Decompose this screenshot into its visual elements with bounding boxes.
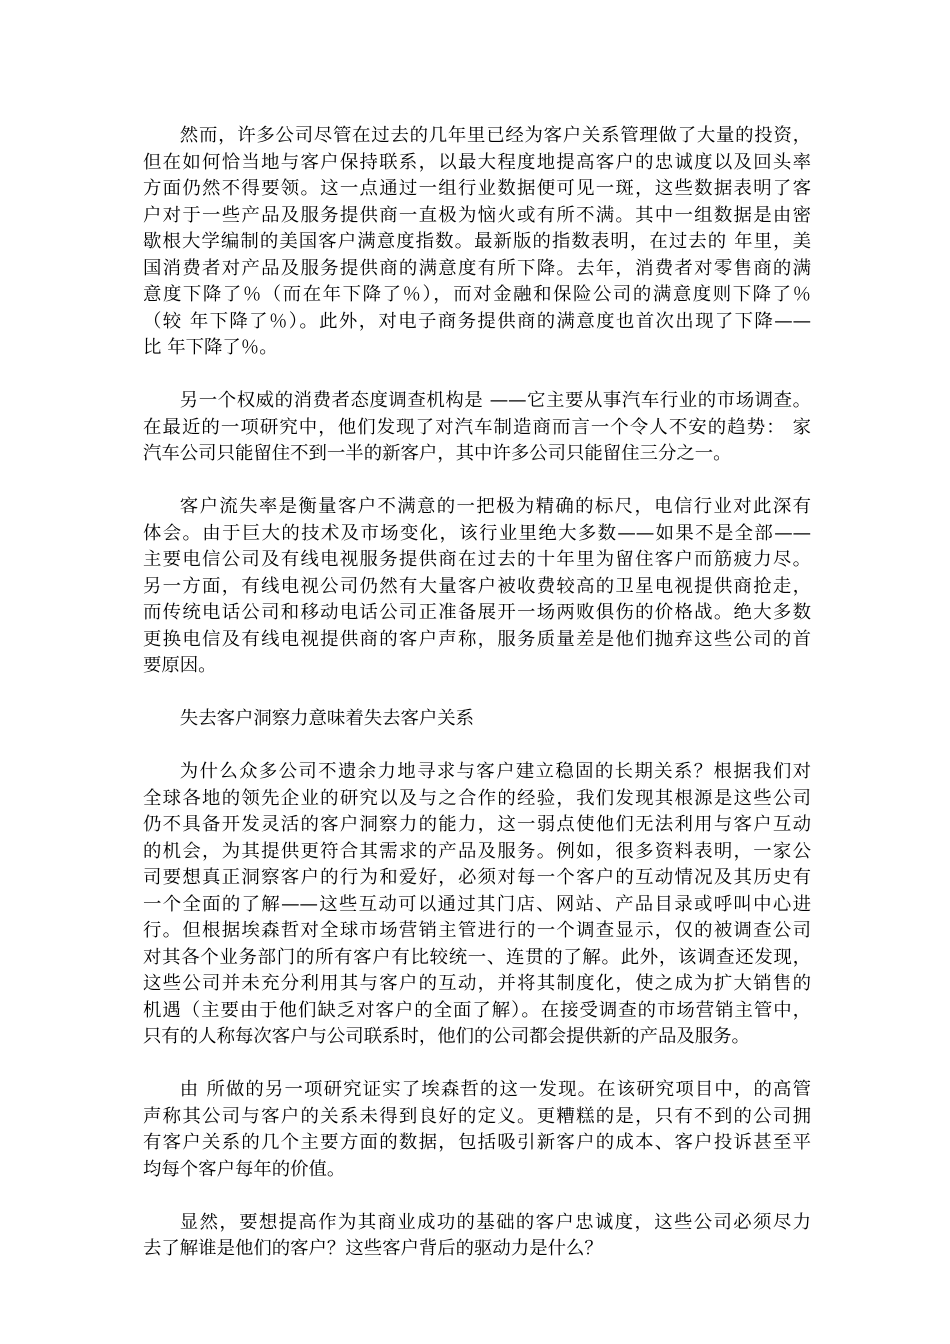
text-line: 方面仍然不得要领。这一点通过一组行业数据便可见一斑，这些数据表明了客 <box>143 178 811 199</box>
text-line: 意度下降了％（而在年下降了％），而对金融和保险公司的满意度则下降了％ <box>143 284 811 305</box>
text-line: 有客户关系的几个主要方面的数据，包括吸引新客户的成本、客户投诉甚至平 <box>143 1132 811 1153</box>
text-line: 主要电信公司及有线电视服务提供商在过去的十年里为留住客户而筋疲力尽。 <box>143 549 811 570</box>
text-line: 歇根大学编制的美国客户满意度指数。最新版的指数表明，在过去的 年里，美 <box>143 231 811 252</box>
text-line: 更换电信及有线电视提供商的客户声称，服务质量差是他们抛弃这些公司的首 <box>143 628 811 650</box>
text-line: 均每个客户每年的价值。 <box>143 1158 346 1180</box>
text-line: 全球各地的领先企业的研究以及与之合作的经验，我们发现其根源是这些公司 <box>143 787 811 809</box>
section-heading: 失去客户洞察力意味着失去客户关系 <box>179 708 475 729</box>
text-line: 户对于一些产品及服务提供商一直极为恼火或有所不满。其中一组数据是由密 <box>143 204 811 226</box>
text-line: 汽车公司只能留住不到一半的新客户，其中许多公司只能留住三分之一。 <box>143 443 732 464</box>
text-line: 行。但根据埃森哲对全球市场营销主管进行的一个调查显示，仅的被调查公司 <box>143 920 811 941</box>
paragraph-churn <box>143 494 811 680</box>
text-line: 在最近的一项研究中，他们发现了对汽车制造商而言一个令人不安的趋势： 家 <box>143 416 811 438</box>
text-line: 机遇（主要由于他们缺乏对客户的全面了解）。在接受调查的市场营销主管中， <box>143 999 811 1021</box>
text-line: 但在如何恰当地与客户保持联系，以最大程度地提高客户的忠诚度以及回头率 <box>143 151 811 173</box>
text-line: 然而，许多公司尽管在过去的几年里已经为客户关系管理做了大量的投资， <box>179 125 811 146</box>
text-line: 由 所做的另一项研究证实了埃森哲的这一发现。在该研究项目中，的高管 <box>179 1079 811 1100</box>
document-page <box>143 123 811 1289</box>
text-line: 去了解谁是他们的客户？这些客户背后的驱动力是什么？ <box>143 1238 603 1259</box>
paragraph-conclusion <box>143 1210 811 1263</box>
text-line: 司要想真正洞察客户的行为和爱好，必须对每一个客户的互动情况及其历史有 <box>143 867 811 888</box>
text-line: 只有的人称每次客户与公司联系时，他们的公司都会提供新的产品及服务。 <box>143 1026 750 1047</box>
text-line: 仍不具备开发灵活的客户洞察力的能力，这一弱点使他们无法利用与客户互动 <box>143 814 811 835</box>
paragraph-satisfaction <box>143 123 811 362</box>
text-line: 而传统电话公司和移动电话公司正准备展开一场两败俱伤的价格战。绝大多数 <box>143 602 811 623</box>
text-line: 要原因。 <box>143 655 217 676</box>
text-line: 国消费者对产品及服务提供商的满意度有所下降。去年，消费者对零售商的满 <box>143 257 811 279</box>
text-line: 一个全面的了解——这些互动可以通过其门店、网站、产品目录或呼叫中心进 <box>143 893 811 915</box>
text-line: 声称其公司与客户的关系未得到良好的定义。更糟糕的是，只有不到的公司拥 <box>143 1105 811 1127</box>
text-line: 另一方面，有线电视公司仍然有大量客户被收费较高的卫星电视提供商抢走， <box>143 575 811 597</box>
text-line: 体会。由于巨大的技术及市场变化，该行业里绝大多数——如果不是全部—— <box>143 522 811 544</box>
text-line: 对其各个业务部门的所有客户有比较统一、连贯的了解。此外，该调查还发现， <box>143 946 811 968</box>
text-line: 显然，要想提高作为其商业成功的基础的客户忠诚度，这些公司必须尽力 <box>179 1211 811 1233</box>
text-line: 的机会，为其提供更符合其需求的产品及服务。例如，很多资料表明，一家公 <box>143 840 811 862</box>
paragraph-automotive <box>143 388 811 468</box>
paragraph-study <box>143 1077 811 1183</box>
text-line: 另一个权威的消费者态度调查机构是 ——它主要从事汽车行业的市场调查。 <box>179 390 811 411</box>
text-line: （较 年下降了％）。此外，对电子商务提供商的满意度也首次出现了下降—— <box>143 310 811 332</box>
text-line: 为什么众多公司不遗余力地寻求与客户建立稳固的长期关系？根据我们对 <box>179 761 811 782</box>
text-line: 这些公司并未充分利用其与客户的互动，并将其制度化，使之成为扩大销售的 <box>143 973 811 994</box>
paragraph-insight <box>143 759 811 1051</box>
text-line: 比 年下降了％。 <box>143 337 278 358</box>
text-line: 客户流失率是衡量客户不满意的一把极为精确的标尺，电信行业对此深有 <box>179 496 811 517</box>
